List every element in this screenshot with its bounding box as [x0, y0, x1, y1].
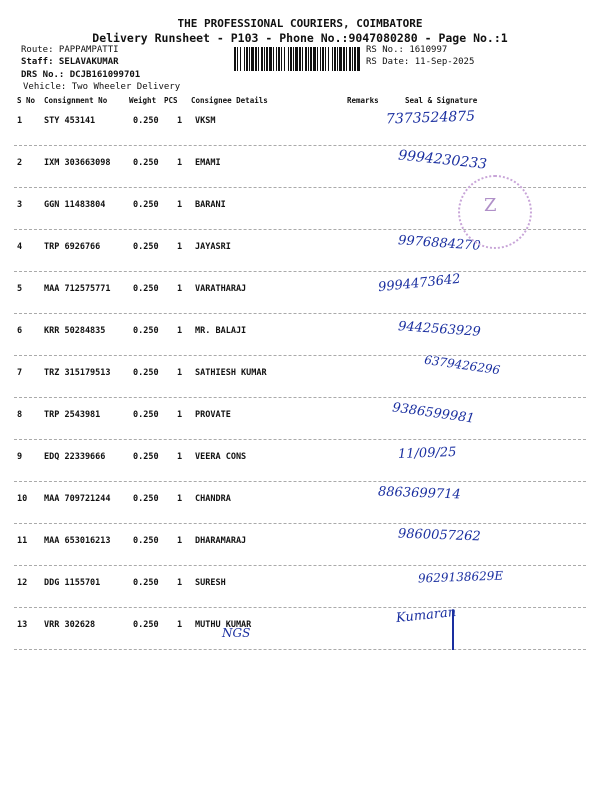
row-weight: 0.250: [133, 326, 159, 336]
row-consignment-no: IXM 303663098: [44, 158, 111, 168]
row-consignee: VEERA CONS: [195, 452, 247, 462]
handwritten-signature: 6379426296: [423, 352, 501, 378]
handwritten-signature: 11/09/25: [397, 444, 457, 463]
vehicle-label: Vehicle: Two Wheeler Delivery: [23, 82, 181, 92]
row-sno: 7: [17, 368, 23, 378]
row-pcs: 1: [177, 410, 183, 420]
row-sno: 5: [17, 284, 23, 294]
row-weight: 0.250: [133, 452, 159, 462]
col-sno: S No: [17, 96, 36, 105]
barcode-image: [234, 47, 360, 71]
row-sno: 8: [17, 410, 23, 420]
row-pcs: 1: [177, 200, 183, 210]
route-label: Route: PAPPAMPATTI: [21, 45, 119, 55]
table-row: [0, 482, 600, 524]
row-consignment-no: TRZ 315179513: [44, 368, 111, 378]
row-consignment-no: TRP 6926766: [44, 242, 101, 252]
row-pcs: 1: [177, 326, 183, 336]
handwritten-signature: 8863699714: [377, 484, 461, 503]
table-row: [0, 352, 600, 398]
rs-date-label: RS Date: 11-Sep-2025: [366, 57, 475, 67]
row-sno: 12: [17, 578, 28, 588]
row-consignee: EMAMI: [195, 158, 221, 168]
row-consignee: MUTHU KUMAR: [195, 620, 252, 630]
row-consignment-no: STY 453141: [44, 116, 96, 126]
row-sno: 2: [17, 158, 23, 168]
row-sno: 6: [17, 326, 23, 336]
table-row: [0, 524, 600, 566]
row-consignment-no: VRR 302628: [44, 620, 96, 630]
handwritten-signature: 9994473642: [377, 271, 462, 296]
row-pcs: 1: [177, 368, 183, 378]
row-consignee: MR. BALAJI: [195, 326, 247, 336]
row-sno: 10: [17, 494, 28, 504]
row-weight: 0.250: [133, 494, 159, 504]
row-sno: 13: [17, 620, 28, 630]
stamp-mark: Z: [484, 195, 497, 216]
signature-bracket: [452, 610, 574, 650]
row-consignee: SURESH: [195, 578, 226, 588]
row-pcs: 1: [177, 284, 183, 294]
row-consignee: JAYASRI: [195, 242, 231, 252]
handwritten-signature: 9442563929: [397, 319, 482, 340]
row-weight: 0.250: [133, 116, 159, 126]
table-row: [0, 104, 600, 146]
row-weight: 0.250: [133, 200, 159, 210]
row-consignment-no: MAA 709721244: [44, 494, 111, 504]
row-consignment-no: TRP 2543981: [44, 410, 101, 420]
row-weight: 0.250: [133, 578, 159, 588]
table-row: [0, 314, 600, 356]
row-consignment-no: MAA 712575771: [44, 284, 111, 294]
row-pcs: 1: [177, 242, 183, 252]
row13-note: NGS: [222, 626, 251, 640]
row-consignee: SATHIESH KUMAR: [195, 368, 267, 378]
row-sno: 3: [17, 200, 23, 210]
handwritten-signature: 7373524875: [385, 108, 476, 128]
row-sno: 11: [17, 536, 28, 546]
row-consignee: VARATHARAJ: [195, 284, 247, 294]
col-seal-signature: Seal & Signature: [405, 96, 478, 105]
row-consignment-no: GGN 11483804: [44, 200, 106, 210]
row-weight: 0.250: [133, 242, 159, 252]
handwritten-signature: Kumaran: [395, 604, 457, 627]
row-weight: 0.250: [133, 368, 159, 378]
handwritten-signature: 9860057262: [397, 526, 481, 545]
table-row: [0, 566, 600, 608]
row-pcs: 1: [177, 536, 183, 546]
col-consignment: Consignment No: [44, 96, 108, 105]
row-pcs: 1: [177, 452, 183, 462]
table-row: [0, 272, 600, 314]
row-consignee: BARANI: [195, 200, 226, 210]
staff-label: Staff: SELAVAKUMAR: [21, 57, 119, 67]
row-weight: 0.250: [133, 158, 159, 168]
row-weight: 0.250: [133, 284, 159, 294]
col-pcs: PCS: [164, 96, 178, 105]
row-consignment-no: EDQ 22339666: [44, 452, 106, 462]
col-remarks: Remarks: [347, 96, 379, 105]
company-title: THE PROFESSIONAL COURIERS, COIMBATORE: [177, 17, 423, 30]
handwritten-signature: 9386599981: [391, 400, 476, 427]
row-consignment-no: KRR 50284835: [44, 326, 106, 336]
drs-label: DRS No.: DCJB161099701: [21, 70, 141, 80]
handwritten-signature: 9994230233: [397, 147, 488, 173]
rs-no-label: RS No.: 1610997: [366, 45, 448, 55]
col-consignee: Consignee Details: [191, 96, 268, 105]
row-consignee: VKSM: [195, 116, 216, 126]
table-row: [0, 398, 600, 440]
runsheet-subtitle: Delivery Runsheet - P103 - Phone No.:9047080280 - Page No.:1: [92, 31, 508, 45]
col-weight: Weight: [129, 96, 157, 105]
row-pcs: 1: [177, 620, 183, 630]
row-consignee: CHANDRA: [195, 494, 231, 504]
handwritten-signature: 9629138629E: [417, 568, 504, 586]
row-consignee: PROVATE: [195, 410, 231, 420]
row-pcs: 1: [177, 158, 183, 168]
row-consignment-no: MAA 653016213: [44, 536, 111, 546]
row-weight: 0.250: [133, 410, 159, 420]
row-sno: 1: [17, 116, 23, 126]
row-sno: 9: [17, 452, 23, 462]
row-consignment-no: DDG 1155701: [44, 578, 101, 588]
table-row: [0, 440, 600, 482]
row-sno: 4: [17, 242, 23, 252]
row-weight: 0.250: [133, 536, 159, 546]
row-pcs: 1: [177, 578, 183, 588]
row-pcs: 1: [177, 116, 183, 126]
row-weight: 0.250: [133, 620, 159, 630]
row-pcs: 1: [177, 494, 183, 504]
row-consignee: DHARAMARAJ: [195, 536, 247, 546]
handwritten-signature: 9976884270: [397, 233, 482, 254]
